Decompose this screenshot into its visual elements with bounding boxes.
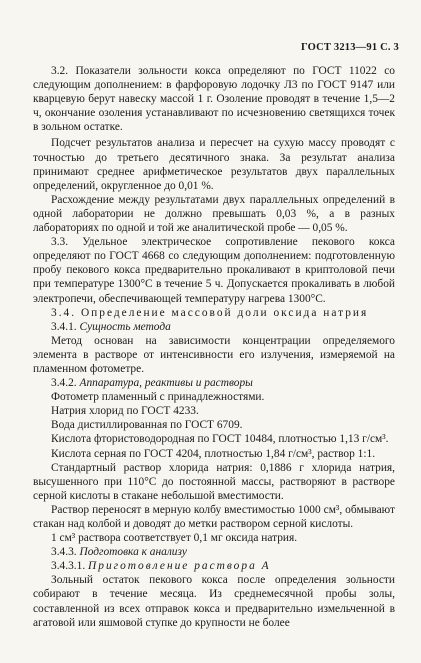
equipment-item: Кислота фтористоводородная по ГОСТ 10484, плотностью 1,13 г/см³. <box>51 433 389 446</box>
paragraph-ash-content: 3.2. Показатели зольности кокса определяют по ГОСТ 11022 со следующим дополнением: в фарфоровую лодочку Л3 по ГОСТ 9147 или кварцевую берут навеску массой 1 г. Озоление проводят в течение 1,5—2 ч, окончание озоления устанавливают по исчезновению светящихся точек в зольном остатке. <box>33 65 395 134</box>
equipment-item: Фотометр пламенный с принадлежностями. <box>51 391 265 404</box>
paragraph-method: Метод основан на зависимости концентрации определяемого элемента в растворе от интенсивности его излучения, измеряемой на пламенном фотометре. <box>33 334 395 375</box>
subsection-title: Аппаратура, реактивы и растворы <box>79 377 253 390</box>
paragraph-calculation: Подсчет результатов анализа и пересчет на сухую массу проводят с точностью до третьего десятичного знака. За результат анализа принимают среднее арифметическое результатов двух параллельных определений, округленное до 0,01 %. <box>33 137 395 192</box>
equipment-item: Вода дистиллированная по ГОСТ 6709. <box>51 419 243 432</box>
subsection-method-heading <box>33 320 395 334</box>
equipment-item: Натрия хлорид по ГОСТ 4233. <box>51 405 199 418</box>
paragraph-discrepancy: Расхождение между результатами двух параллельных определений в одной лаборатории не должно превышать 0,03 %, а в разных лабораториях по одной и той же аналитической пробе — 0,05 %. <box>33 193 395 235</box>
paragraph-transfer: Раствор переносят в мерную колбу вместимостью 1000 см³, обмывают стакан над колбой и доводят до метки раствором серной кислоты. <box>33 503 395 530</box>
subsection-number: 3.4.1. <box>51 320 80 333</box>
subsection-title: Приготовление раствора А <box>88 560 271 573</box>
subsection-number: 3.4.3.1. <box>51 560 89 573</box>
subsection-title: Сущность метода <box>79 320 171 333</box>
section-number: 3.4. <box>51 306 81 319</box>
subsection-solution-a-heading <box>33 559 395 573</box>
paragraph-ash-residue: Зольный остаток пекового кокса после определения зольности собирают в течение месяца. Из среднемесячной пробы золы, составленной из всех отправок кокса и предварительно измельченной в агатовой или яшмовой ступке до крупности не более <box>33 574 395 629</box>
equipment-item: Кислота серная по ГОСТ 4204, плотностью 1,84 г/см³, раствор 1:1. <box>51 447 376 460</box>
section-heading-sodium-oxide <box>33 306 395 320</box>
subsection-equipment-heading <box>33 376 395 390</box>
document-body <box>33 64 395 630</box>
paragraph-resistance: 3.3. Удельное электрическое сопротивление пекового кокса определяют по ГОСТ 4668 со следующим дополнением: подготовленную пробу пекового кокса предварительно прокаливают в криптоловой печи при температуре 1300°С в течение 5 ч. Допускается прокаливать в любой электропечи, обеспечивающей температуру нагрева 1300°С. <box>33 236 395 305</box>
section-title: Определение массовой доли оксида натрия <box>80 306 369 319</box>
paragraph-standard-solution: Стандартный раствор хлорида натрия: 0,1886 г хлорида натрия, высушенного при 110°С до постоянной массы, растворяют в растворе серной кислоты в стакане небольшой вместимости. <box>33 461 395 502</box>
subsection-title: Подготовка к анализу <box>79 546 187 559</box>
paragraph-equivalence: 1 см³ раствора соответствует 0,1 мг оксида натрия. <box>51 532 298 545</box>
subsection-preparation-heading <box>33 545 395 559</box>
page-header: ГОСТ 3213—91 С. 3 <box>300 42 399 53</box>
subsection-number: 3.4.3. <box>51 546 80 559</box>
subsection-number: 3.4.2. <box>51 377 80 390</box>
